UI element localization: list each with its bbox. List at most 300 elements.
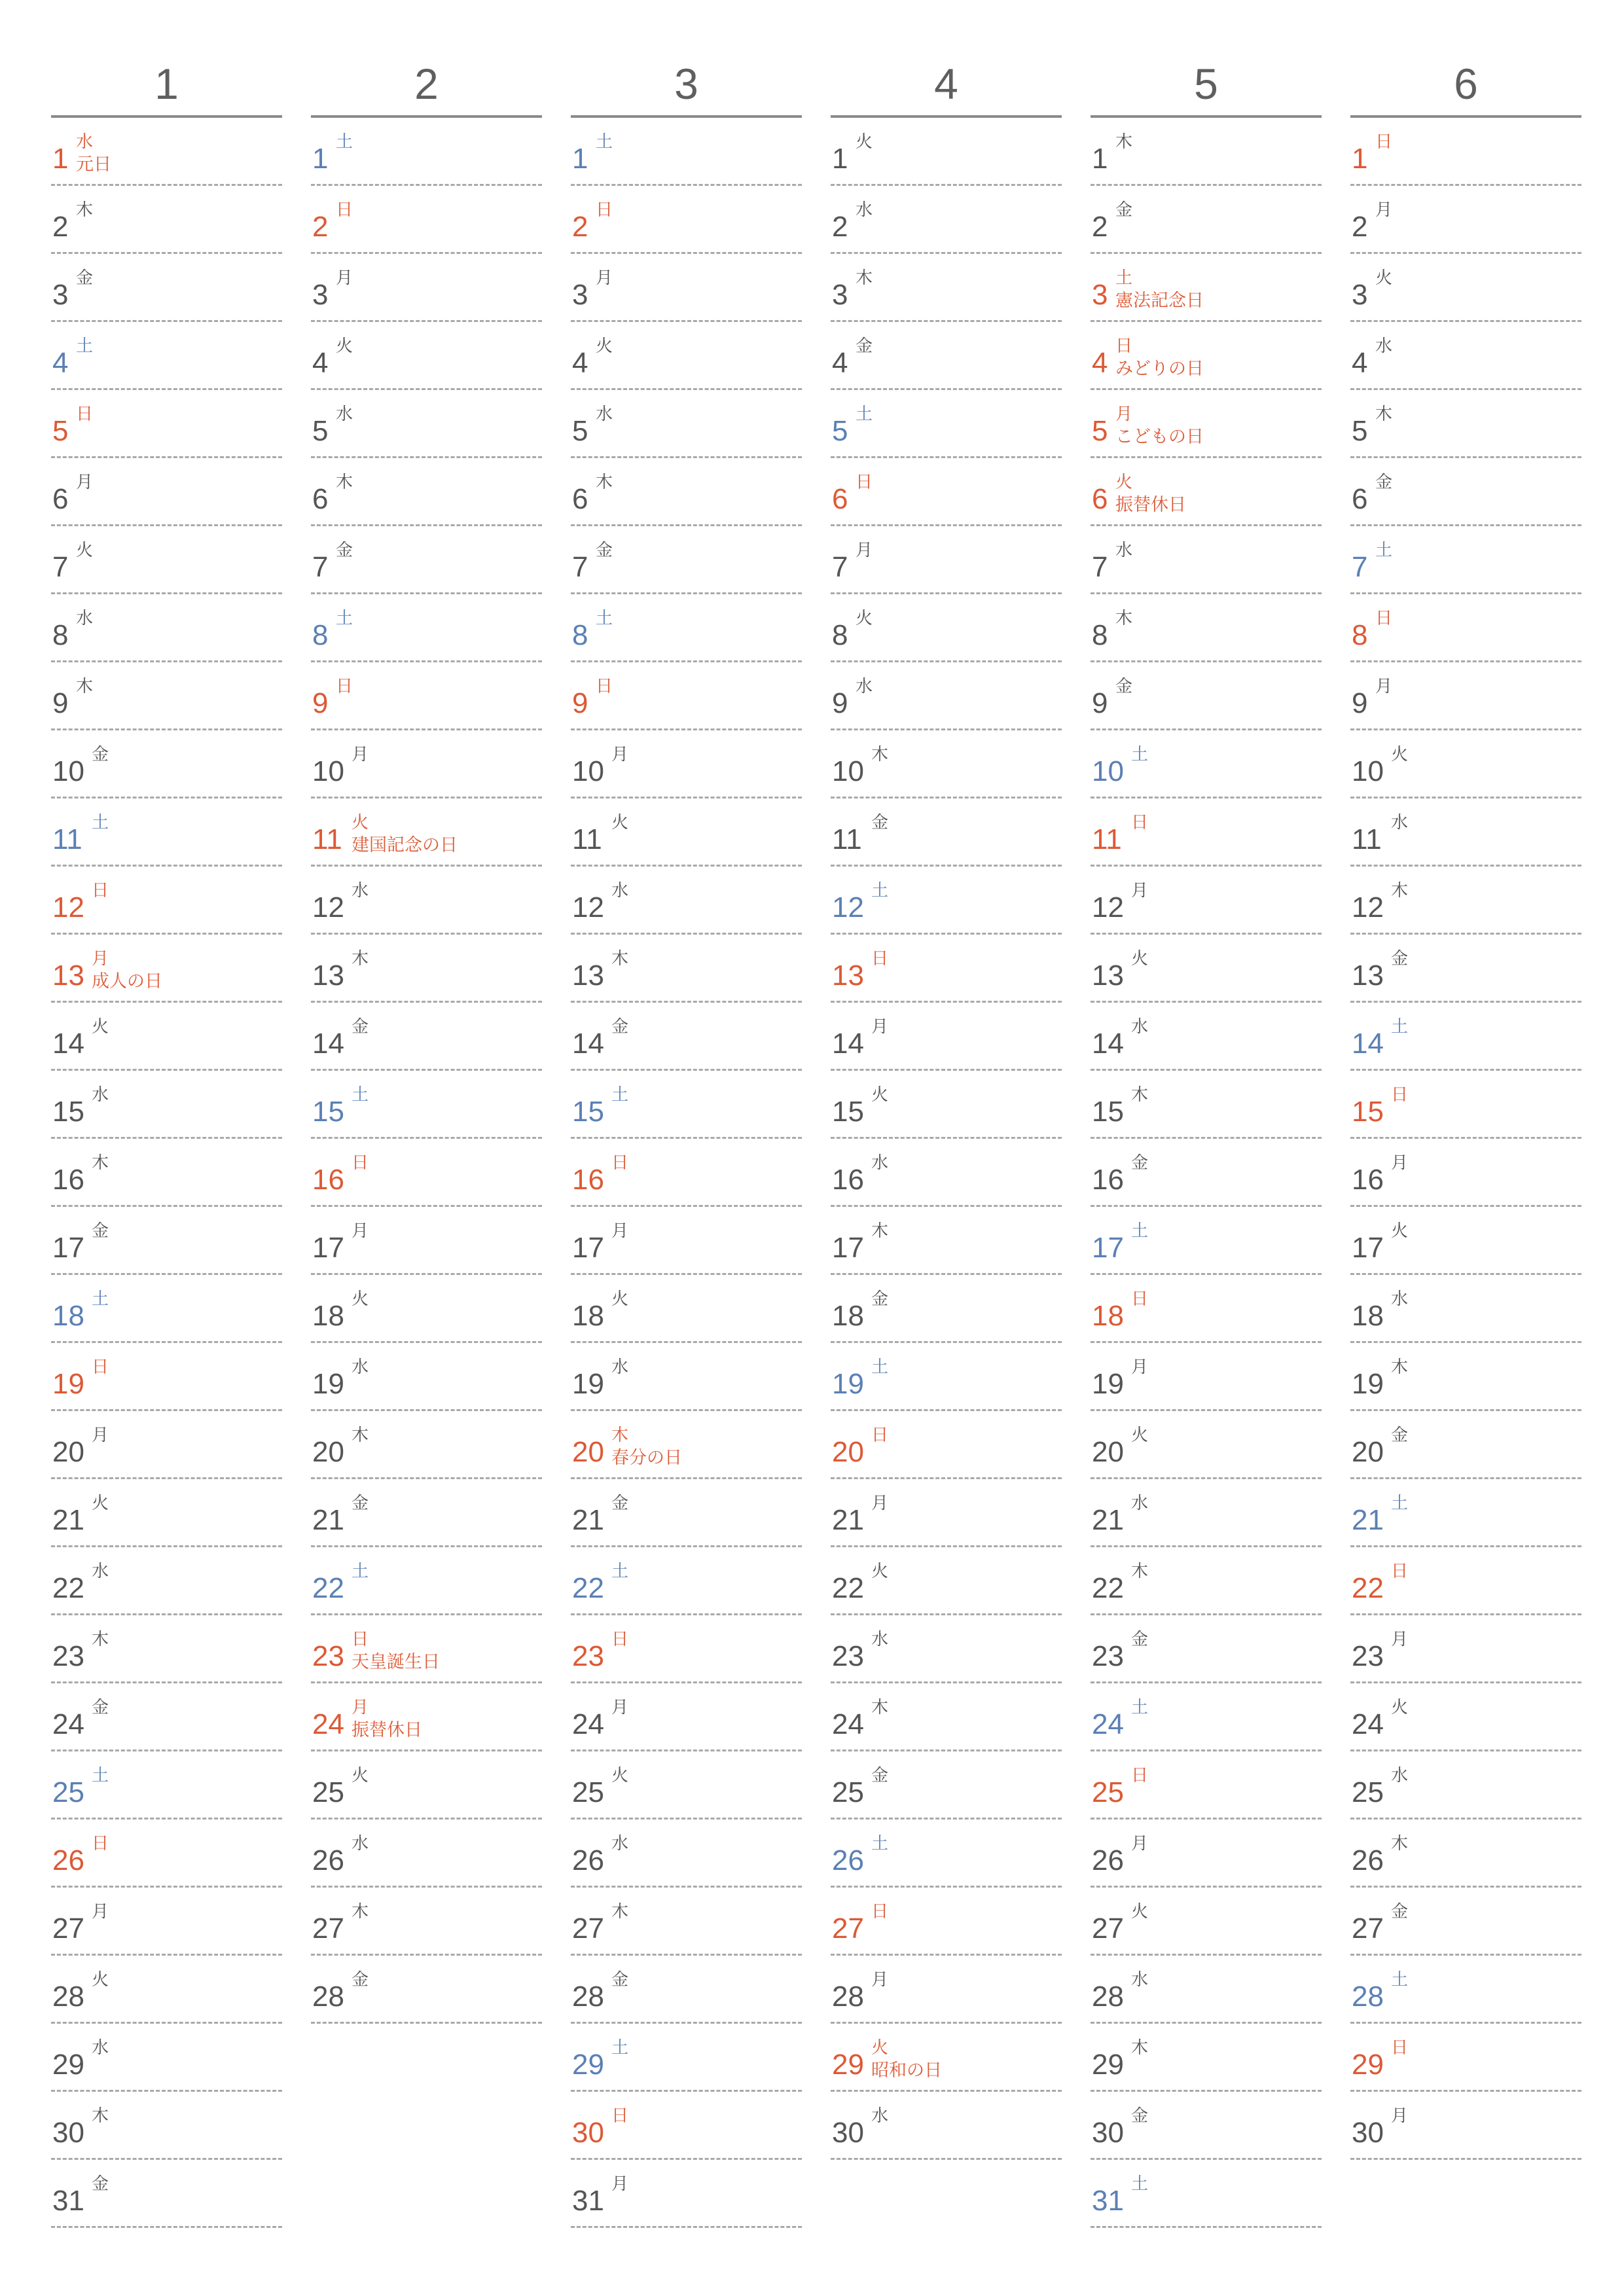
day-number: 15 <box>1352 1096 1384 1128</box>
day-number: 27 <box>312 1912 344 1945</box>
day-number: 2 <box>312 211 329 243</box>
day-row <box>831 322 1062 390</box>
weekday-label: 月 <box>92 949 109 969</box>
day-number: 3 <box>1352 279 1368 311</box>
weekday-label: 金 <box>1391 1902 1409 1922</box>
day-row <box>51 1411 282 1479</box>
day-row <box>311 1888 542 1956</box>
weekday-label: 金 <box>352 1494 369 1513</box>
day-row <box>831 118 1062 186</box>
day-row <box>1350 1003 1581 1071</box>
weekday-label: 水 <box>611 1834 629 1854</box>
weekday-label: 木 <box>92 1630 109 1649</box>
day-number: 1 <box>52 143 69 175</box>
day-number: 2 <box>1092 211 1108 243</box>
weekday-label: 金 <box>1375 473 1393 492</box>
weekday-label: 日 <box>1391 2038 1409 2058</box>
day-row <box>1350 1683 1581 1751</box>
day-number: 24 <box>1352 1708 1384 1740</box>
weekday-label: 土 <box>352 1562 369 1581</box>
day-row <box>1350 1479 1581 1547</box>
weekday-label: 水 <box>1131 1970 1149 1990</box>
day-number: 1 <box>832 143 848 175</box>
weekday-label: 月 <box>352 1698 369 1717</box>
month-header: 4 <box>831 52 1062 118</box>
day-row <box>1350 1411 1581 1479</box>
day-number: 26 <box>312 1844 344 1876</box>
weekday-label: 土 <box>871 1834 889 1854</box>
weekday-label: 土 <box>76 336 94 356</box>
day-row <box>831 1275 1062 1343</box>
day-row <box>831 662 1062 730</box>
weekday-label: 木 <box>611 1902 629 1922</box>
day-number: 3 <box>52 279 69 311</box>
day-number: 11 <box>1092 823 1122 855</box>
weekday-label: 月 <box>611 1698 629 1717</box>
holiday-name: 天皇誕生日 <box>352 1652 440 1672</box>
day-number: 2 <box>52 211 69 243</box>
weekday-label: 水 <box>611 881 629 901</box>
weekday-label: 水 <box>92 1562 109 1581</box>
day-number: 28 <box>572 1981 604 2013</box>
weekday-label: 木 <box>76 200 94 220</box>
day-row <box>311 730 542 798</box>
day-number: 16 <box>312 1164 344 1196</box>
day-row <box>571 2024 802 2092</box>
day-number: 9 <box>832 687 848 719</box>
weekday-label: 日 <box>92 881 109 901</box>
day-row <box>1091 322 1322 390</box>
day-row <box>51 1820 282 1888</box>
day-number: 11 <box>1352 823 1382 855</box>
day-row <box>571 1888 802 1956</box>
weekday-label: 火 <box>871 1085 889 1105</box>
weekday-label: 日 <box>1375 132 1393 152</box>
weekday-label: 火 <box>1131 1426 1149 1445</box>
day-row <box>571 322 802 390</box>
day-number: 10 <box>572 755 604 787</box>
weekday-label: 土 <box>596 609 613 628</box>
day-number: 14 <box>572 1028 604 1060</box>
weekday-label: 土 <box>1375 541 1393 560</box>
day-number: 14 <box>1352 1028 1384 1060</box>
weekday-label: 火 <box>871 1562 889 1581</box>
weekday-label: 火 <box>1391 745 1409 764</box>
day-row <box>831 1003 1062 1071</box>
weekday-label: 土 <box>1391 1494 1409 1513</box>
weekday-label: 木 <box>1115 132 1133 152</box>
weekday-label: 水 <box>1391 813 1409 833</box>
day-row <box>51 1343 282 1411</box>
day-row <box>571 390 802 458</box>
day-row <box>51 1139 282 1207</box>
day-row <box>831 1071 1062 1139</box>
weekday-label: 木 <box>1131 1562 1149 1581</box>
day-row <box>1091 1956 1322 2024</box>
day-number: 24 <box>1092 1708 1124 1740</box>
day-number: 14 <box>312 1028 344 1060</box>
day-row <box>311 322 542 390</box>
holiday-name: 昭和の日 <box>871 2060 942 2081</box>
day-number: 12 <box>312 891 344 924</box>
weekday-label: 火 <box>92 1017 109 1037</box>
weekday-label: 水 <box>1115 541 1133 560</box>
day-row <box>571 1956 802 2024</box>
day-row <box>51 1207 282 1275</box>
day-row <box>1091 662 1322 730</box>
weekday-label: 金 <box>1115 677 1133 696</box>
day-row <box>1091 1820 1322 1888</box>
day-number: 15 <box>832 1096 864 1128</box>
day-row <box>1350 1751 1581 1820</box>
weekday-label: 土 <box>1131 1221 1149 1241</box>
day-number: 19 <box>1092 1368 1124 1400</box>
day-number: 27 <box>1352 1912 1384 1945</box>
day-row <box>51 1003 282 1071</box>
day-number: 1 <box>312 143 329 175</box>
day-row <box>1091 118 1322 186</box>
day-number: 28 <box>52 1981 84 2013</box>
weekday-label: 木 <box>871 745 889 764</box>
day-row <box>51 867 282 935</box>
weekday-label: 日 <box>1131 813 1149 833</box>
weekday-label: 月 <box>871 1970 889 1990</box>
day-number: 3 <box>1092 279 1108 311</box>
day-number: 3 <box>572 279 588 311</box>
holiday-name: 振替休日 <box>352 1720 422 1740</box>
day-number: 8 <box>52 619 69 651</box>
day-row <box>571 1139 802 1207</box>
day-row <box>51 118 282 186</box>
day-number: 17 <box>1092 1232 1124 1264</box>
weekday-label: 土 <box>92 813 109 833</box>
day-row <box>1091 2092 1322 2160</box>
weekday-label: 木 <box>1391 1834 1409 1854</box>
day-number: 24 <box>572 1708 604 1740</box>
weekday-label: 金 <box>1131 1153 1149 1173</box>
day-row <box>51 1683 282 1751</box>
day-row <box>831 1547 1062 1615</box>
day-row <box>311 1343 542 1411</box>
day-number: 4 <box>312 347 329 379</box>
day-number: 25 <box>52 1776 84 1808</box>
day-row <box>311 1275 542 1343</box>
day-row <box>311 1207 542 1275</box>
day-number: 20 <box>52 1436 84 1468</box>
day-number: 18 <box>572 1300 604 1332</box>
day-row <box>1091 1003 1322 1071</box>
weekday-label: 日 <box>1391 1085 1409 1105</box>
day-row <box>51 2092 282 2160</box>
day-number: 16 <box>1092 1164 1124 1196</box>
day-row <box>1350 186 1581 254</box>
day-row <box>1350 1343 1581 1411</box>
day-row <box>1091 1275 1322 1343</box>
day-number: 22 <box>572 1572 604 1604</box>
holiday-name: みどりの日 <box>1115 359 1204 379</box>
weekday-label: 月 <box>1131 881 1149 901</box>
day-number: 17 <box>312 1232 344 1264</box>
weekday-label: 月 <box>871 1494 889 1513</box>
weekday-label: 月 <box>1375 677 1393 696</box>
day-row <box>1091 1751 1322 1820</box>
day-number: 25 <box>572 1776 604 1808</box>
weekday-label: 土 <box>611 2038 629 2058</box>
day-number: 19 <box>312 1368 344 1400</box>
day-row <box>311 1820 542 1888</box>
weekday-label: 水 <box>352 881 369 901</box>
day-row <box>831 1139 1062 1207</box>
day-number: 6 <box>52 483 69 515</box>
day-row <box>1350 798 1581 867</box>
day-row <box>571 730 802 798</box>
day-number: 17 <box>832 1232 864 1264</box>
weekday-label: 火 <box>1131 1902 1149 1922</box>
weekday-label: 月 <box>871 1017 889 1037</box>
day-number: 3 <box>312 279 329 311</box>
day-row <box>571 1547 802 1615</box>
weekday-label: 水 <box>856 677 873 696</box>
day-number: 12 <box>572 891 604 924</box>
weekday-label: 水 <box>336 404 353 424</box>
day-row <box>1091 1683 1322 1751</box>
day-row <box>311 1003 542 1071</box>
day-number: 28 <box>1092 1981 1124 2013</box>
day-row <box>831 2092 1062 2160</box>
day-number: 13 <box>52 960 84 992</box>
day-number: 12 <box>1092 891 1124 924</box>
weekday-label: 木 <box>871 1221 889 1241</box>
day-row <box>1091 1888 1322 1956</box>
day-row <box>1350 867 1581 935</box>
weekday-label: 水 <box>856 200 873 220</box>
day-number: 5 <box>572 415 588 447</box>
day-row <box>571 1071 802 1139</box>
day-number: 8 <box>832 619 848 651</box>
day-row <box>831 798 1062 867</box>
day-number: 19 <box>572 1368 604 1400</box>
day-number: 30 <box>832 2117 864 2149</box>
day-row <box>831 1956 1062 2024</box>
weekday-label: 木 <box>596 473 613 492</box>
weekday-label: 水 <box>1131 1017 1149 1037</box>
day-row <box>831 1751 1062 1820</box>
day-row <box>311 798 542 867</box>
weekday-label: 日 <box>611 1630 629 1649</box>
day-number: 21 <box>832 1504 864 1536</box>
day-row <box>1350 1275 1581 1343</box>
day-number: 15 <box>572 1096 604 1128</box>
weekday-label: 日 <box>76 404 94 424</box>
day-row <box>311 1683 542 1751</box>
weekday-label: 火 <box>871 2038 889 2058</box>
day-row <box>1350 458 1581 526</box>
weekday-label: 火 <box>611 1766 629 1785</box>
day-number: 1 <box>1092 143 1108 175</box>
day-number: 1 <box>572 143 588 175</box>
day-row <box>311 1615 542 1683</box>
holiday-name: 成人の日 <box>92 971 162 992</box>
day-number: 29 <box>572 2049 604 2081</box>
day-row <box>571 118 802 186</box>
day-row <box>311 1071 542 1139</box>
day-row <box>831 254 1062 322</box>
day-number: 30 <box>1092 2117 1124 2149</box>
day-number: 10 <box>1352 755 1384 787</box>
day-number: 23 <box>1352 1640 1384 1672</box>
weekday-label: 金 <box>76 268 94 288</box>
day-row <box>831 935 1062 1003</box>
day-number: 11 <box>572 823 602 855</box>
weekday-label: 日 <box>871 1902 889 1922</box>
weekday-label: 木 <box>92 1153 109 1173</box>
day-row <box>571 458 802 526</box>
day-number: 16 <box>832 1164 864 1196</box>
day-number: 1 <box>1352 143 1368 175</box>
day-number: 17 <box>572 1232 604 1264</box>
day-number: 19 <box>832 1368 864 1400</box>
day-number: 4 <box>52 347 69 379</box>
day-row <box>1091 935 1322 1003</box>
weekday-label: 土 <box>1131 2174 1149 2194</box>
weekday-label: 土 <box>336 132 353 152</box>
weekday-label: 月 <box>352 745 369 764</box>
day-number: 3 <box>832 279 848 311</box>
weekday-label: 日 <box>92 1834 109 1854</box>
weekday-label: 水 <box>871 1153 889 1173</box>
day-number: 13 <box>1352 960 1384 992</box>
weekday-label: 火 <box>76 541 94 560</box>
day-row <box>571 1275 802 1343</box>
weekday-label: 水 <box>611 1357 629 1377</box>
day-row <box>1350 730 1581 798</box>
day-row <box>1091 458 1322 526</box>
day-number: 27 <box>1092 1912 1124 1945</box>
day-row <box>571 935 802 1003</box>
weekday-label: 火 <box>92 1970 109 1990</box>
day-number: 8 <box>312 619 329 651</box>
month-header: 1 <box>51 52 282 118</box>
day-row <box>571 594 802 662</box>
day-number: 23 <box>1092 1640 1124 1672</box>
weekday-label: 水 <box>1375 336 1393 356</box>
weekday-label: 金 <box>92 1698 109 1717</box>
day-row <box>311 594 542 662</box>
day-row <box>831 1207 1062 1275</box>
day-row <box>51 730 282 798</box>
day-number: 17 <box>52 1232 84 1264</box>
weekday-label: 火 <box>92 1494 109 1513</box>
day-number: 2 <box>572 211 588 243</box>
day-row <box>831 594 1062 662</box>
weekday-label: 日 <box>1375 609 1393 628</box>
day-row <box>1350 118 1581 186</box>
day-number: 9 <box>1092 687 1108 719</box>
day-number: 21 <box>1092 1504 1124 1536</box>
day-number: 27 <box>52 1912 84 1945</box>
day-number: 10 <box>312 755 344 787</box>
day-row <box>831 1615 1062 1683</box>
holiday-name: 春分の日 <box>611 1448 682 1468</box>
day-row <box>51 1275 282 1343</box>
day-row <box>51 390 282 458</box>
day-number: 6 <box>1092 483 1108 515</box>
day-row <box>1350 390 1581 458</box>
weekday-label: 月 <box>611 1221 629 1241</box>
weekday-label: 金 <box>1131 2106 1149 2126</box>
day-row <box>571 1207 802 1275</box>
day-row <box>51 2160 282 2228</box>
day-number: 13 <box>832 960 864 992</box>
day-number: 6 <box>572 483 588 515</box>
day-number: 31 <box>52 2185 84 2217</box>
day-number: 15 <box>1092 1096 1124 1128</box>
day-number: 18 <box>52 1300 84 1332</box>
day-row <box>1350 1956 1581 2024</box>
weekday-label: 金 <box>611 1494 629 1513</box>
day-number: 23 <box>572 1640 604 1672</box>
weekday-label: 月 <box>611 2174 629 2194</box>
day-row <box>1091 1547 1322 1615</box>
weekday-label: 土 <box>871 881 889 901</box>
day-number: 25 <box>832 1776 864 1808</box>
weekday-label: 金 <box>336 541 353 560</box>
month-header: 5 <box>1091 52 1322 118</box>
day-number: 18 <box>832 1300 864 1332</box>
day-row <box>311 390 542 458</box>
day-number: 16 <box>1352 1164 1384 1196</box>
weekday-label: 火 <box>1391 1698 1409 1717</box>
weekday-label: 土 <box>611 1085 629 1105</box>
weekday-label: 火 <box>611 1289 629 1309</box>
day-row <box>571 1683 802 1751</box>
weekday-label: 木 <box>1375 404 1393 424</box>
day-row <box>51 1547 282 1615</box>
weekday-label: 火 <box>352 1766 369 1785</box>
day-number: 7 <box>312 551 329 583</box>
weekday-label: 月 <box>596 268 613 288</box>
day-number: 4 <box>572 347 588 379</box>
day-row <box>1091 1615 1322 1683</box>
day-row <box>831 1888 1062 1956</box>
day-row <box>51 526 282 594</box>
weekday-label: 木 <box>1391 881 1409 901</box>
weekday-label: 日 <box>871 1426 889 1445</box>
weekday-label: 月 <box>1375 200 1393 220</box>
day-row <box>571 1343 802 1411</box>
day-row <box>831 1411 1062 1479</box>
day-number: 19 <box>52 1368 84 1400</box>
day-row <box>1350 1547 1581 1615</box>
day-number: 25 <box>1092 1776 1124 1808</box>
weekday-label: 月 <box>352 1221 369 1241</box>
day-number: 22 <box>52 1572 84 1604</box>
weekday-label: 金 <box>856 336 873 356</box>
weekday-label: 日 <box>1131 1766 1149 1785</box>
day-number: 20 <box>1092 1436 1124 1468</box>
weekday-label: 木 <box>871 1698 889 1717</box>
day-row <box>571 254 802 322</box>
weekday-label: 月 <box>1115 404 1133 424</box>
day-row <box>311 1479 542 1547</box>
day-row <box>831 1479 1062 1547</box>
weekday-label: 水 <box>871 2106 889 2126</box>
day-row <box>571 1003 802 1071</box>
day-number: 8 <box>1352 619 1368 651</box>
weekday-label: 金 <box>611 1970 629 1990</box>
day-row <box>311 526 542 594</box>
weekday-label: 月 <box>1131 1357 1149 1377</box>
